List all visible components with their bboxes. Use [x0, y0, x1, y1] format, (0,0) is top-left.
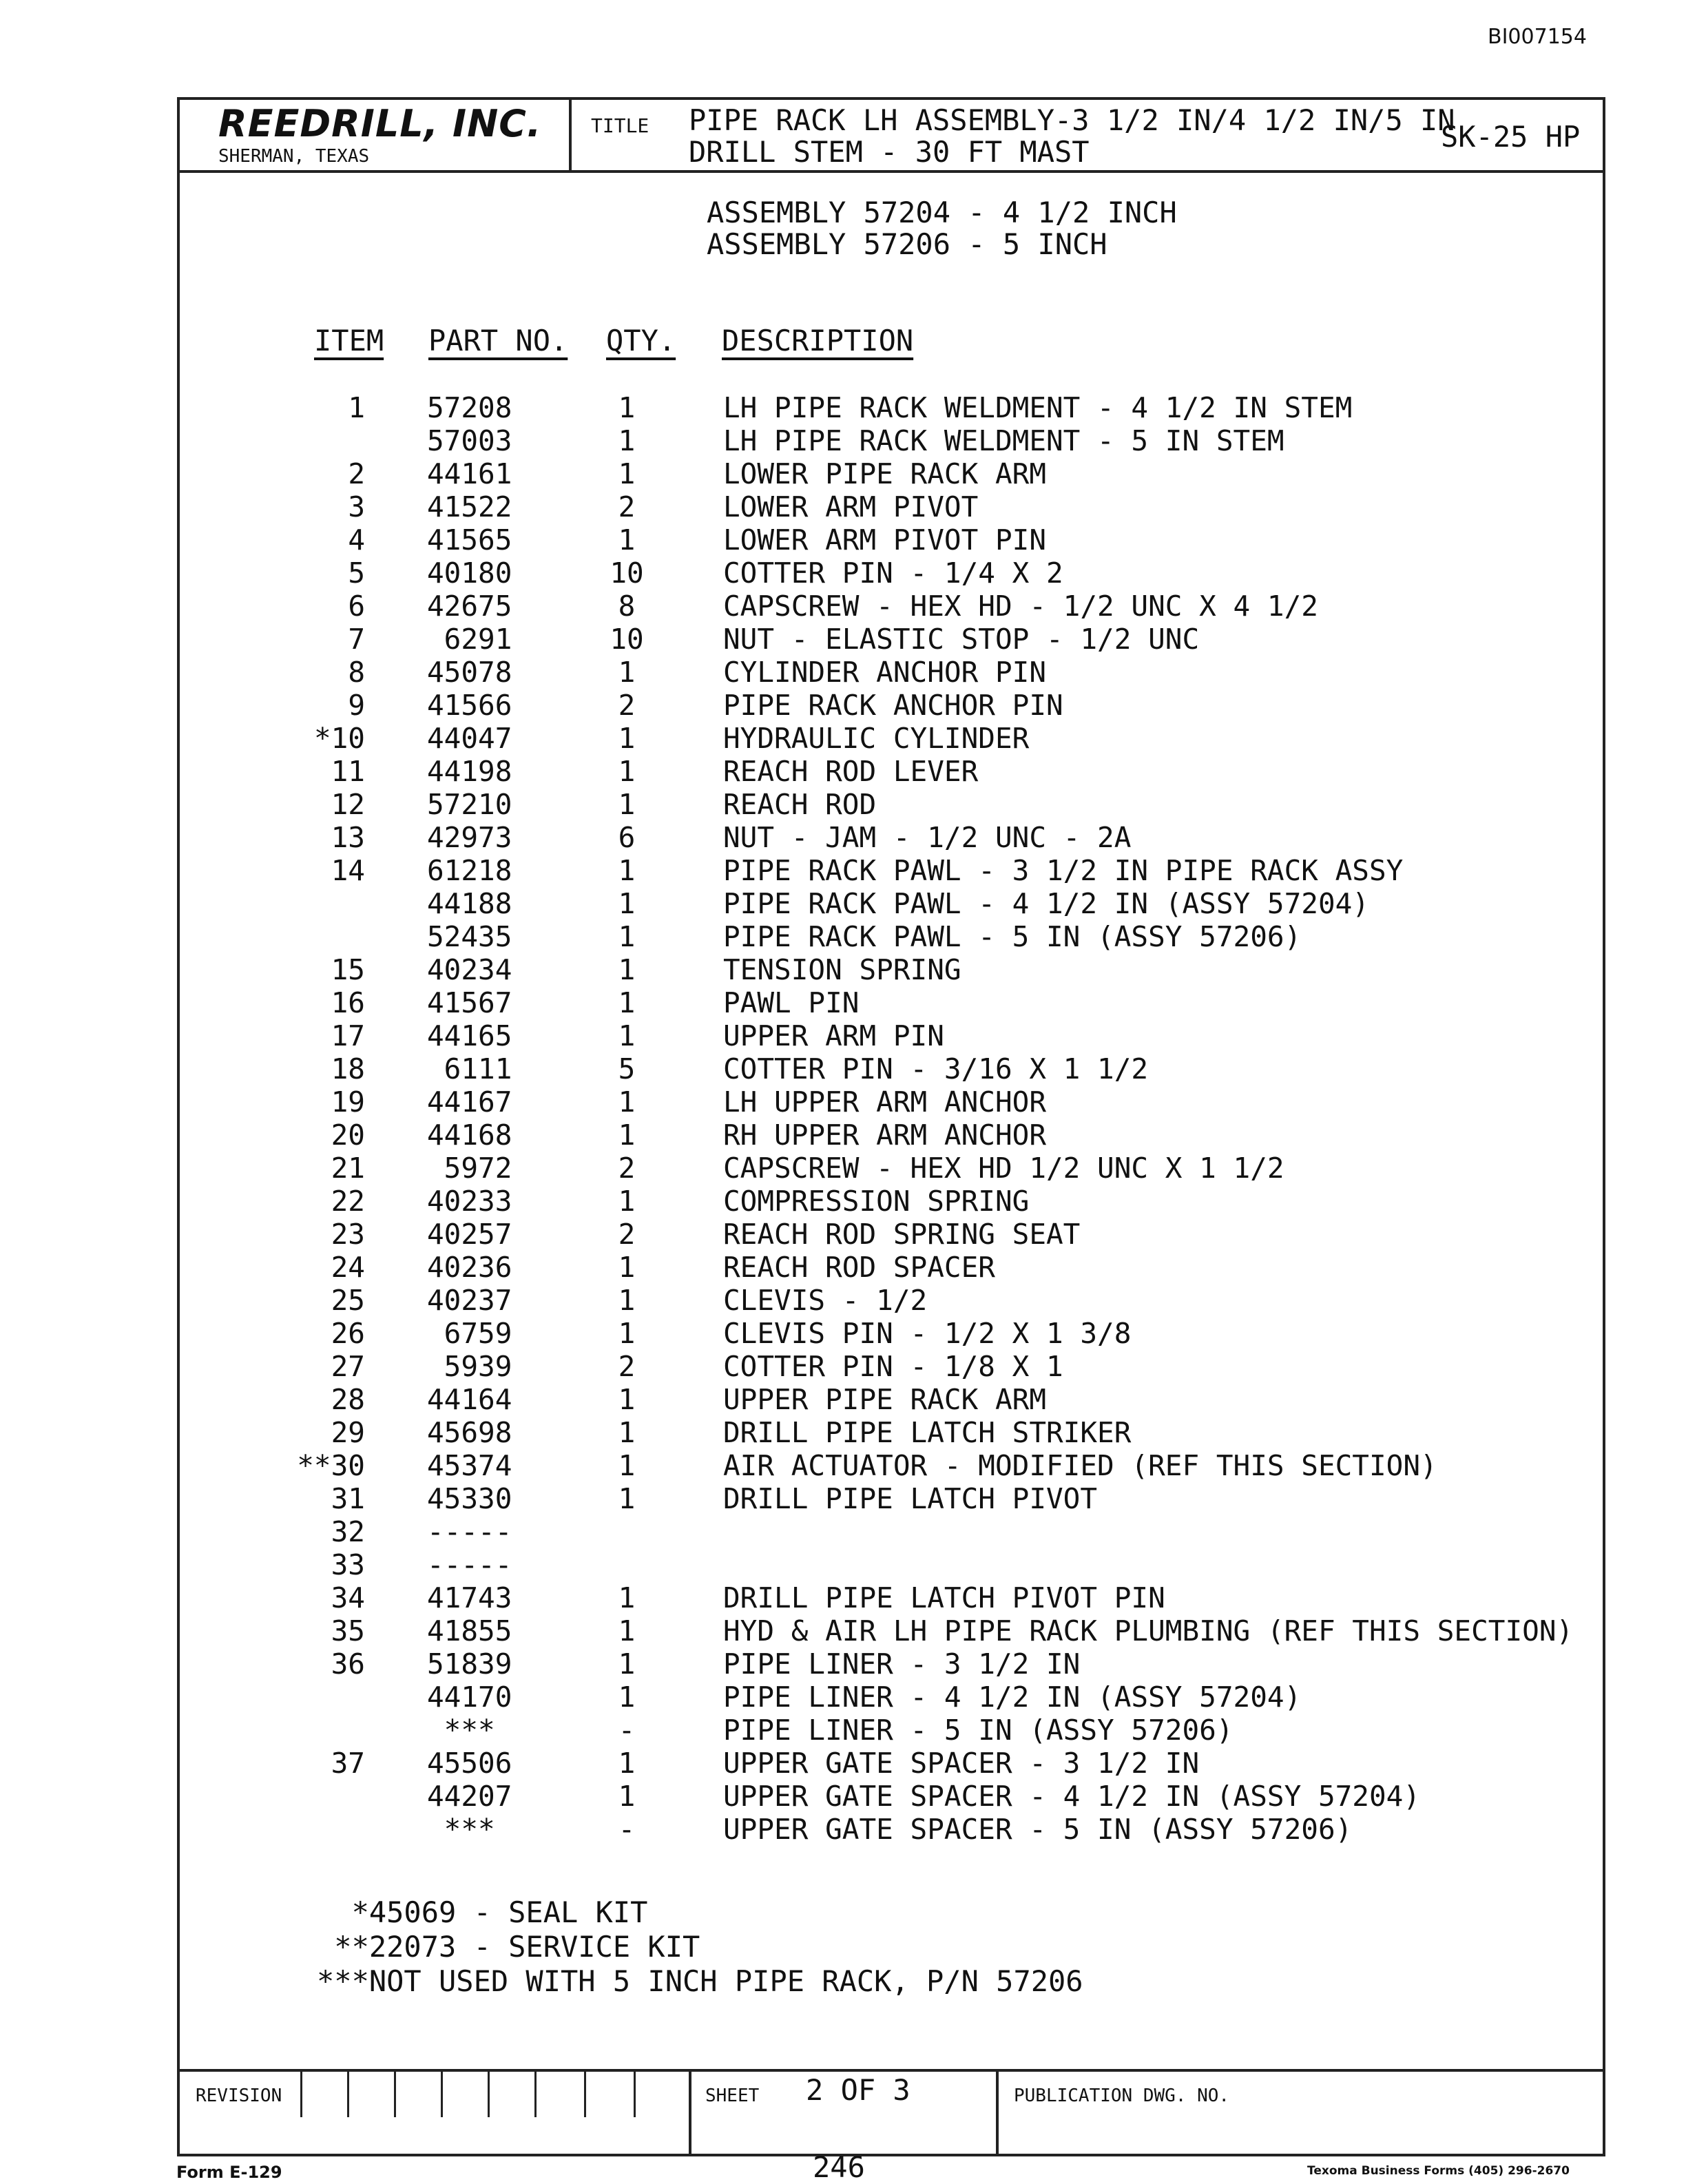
part-description: PIPE RACK PAWL - 5 IN (ASSY 57206)	[723, 920, 1302, 953]
part-quantity: -	[618, 1714, 636, 1747]
part-number: 44168	[427, 1119, 512, 1152]
revision-cell-divider	[488, 2070, 490, 2117]
part-description: PAWL PIN	[723, 986, 860, 1019]
part-quantity: 1	[618, 755, 636, 788]
part-item-number: 8	[348, 656, 365, 689]
part-item-number: 3	[348, 490, 365, 523]
part-description: CAPSCREW - HEX HD - 1/2 UNC X 4 1/2	[723, 590, 1318, 623]
part-item-number	[275, 1813, 365, 1846]
part-number: ***	[427, 1813, 495, 1846]
part-item-number: 35	[331, 1614, 365, 1647]
part-item-number: 2	[348, 457, 365, 490]
part-quantity: 1	[618, 1482, 636, 1515]
part-number: 45698	[427, 1416, 512, 1449]
part-description: PIPE RACK PAWL - 4 1/2 IN (ASSY 57204)	[723, 887, 1369, 920]
part-quantity: 1	[618, 1780, 636, 1813]
part-quantity: 1	[618, 1747, 636, 1780]
part-description: LOWER ARM PIVOT	[723, 490, 979, 523]
part-quantity: 5	[618, 1052, 636, 1085]
part-description: COTTER PIN - 1/8 X 1	[723, 1350, 1063, 1383]
part-description: LH PIPE RACK WELDMENT - 4 1/2 IN STEM	[723, 391, 1353, 424]
part-description: REACH ROD SPRING SEAT	[723, 1218, 1081, 1251]
part-description: COMPRESSION SPRING	[723, 1185, 1030, 1218]
part-description: UPPER ARM PIN	[723, 1019, 944, 1052]
part-number: 57208	[427, 391, 512, 424]
part-number: 40237	[427, 1284, 512, 1317]
part-number: 44164	[427, 1383, 512, 1416]
part-description: REACH ROD	[723, 788, 877, 821]
part-number: 40233	[427, 1185, 512, 1218]
part-item-number: 34	[331, 1581, 365, 1614]
part-description: PIPE RACK ANCHOR PIN	[723, 689, 1063, 722]
part-quantity: 10	[610, 623, 644, 656]
part-number: 44047	[427, 722, 512, 755]
part-quantity: 2	[618, 490, 636, 523]
part-quantity: 6	[618, 821, 636, 854]
part-number: 40257	[427, 1218, 512, 1251]
col-header-description: DESCRIPTION	[722, 324, 914, 357]
part-number: 44161	[427, 457, 512, 490]
part-item-number: 11	[331, 755, 365, 788]
part-item-number: 26	[331, 1317, 365, 1350]
part-quantity: 1	[618, 1119, 636, 1152]
part-quantity: 1	[618, 424, 636, 457]
part-number: 41565	[427, 523, 512, 557]
sheet-number: 2 OF 3	[806, 2073, 910, 2107]
col-header-qty: QTY.	[606, 324, 676, 357]
part-quantity: 10	[610, 557, 644, 590]
revision-cell-divider	[300, 2070, 302, 2117]
title-line-1: PIPE RACK LH ASSEMBLY-3 1/2 IN/4 1/2 IN/5 IN	[689, 103, 1455, 137]
part-number: 40234	[427, 953, 512, 986]
revision-cell-divider	[347, 2070, 349, 2117]
assembly-line-1: ASSEMBLY 57204 - 4 1/2 INCH	[707, 196, 1177, 229]
part-item-number: 19	[331, 1085, 365, 1119]
part-number: 45374	[427, 1449, 512, 1482]
part-quantity: -	[618, 1813, 636, 1846]
part-quantity: 1	[618, 1647, 636, 1681]
part-number: 44198	[427, 755, 512, 788]
part-item-number: 17	[331, 1019, 365, 1052]
part-quantity	[606, 1515, 647, 1548]
part-item-number	[275, 887, 365, 920]
publication-dwg-label: PUBLICATION DWG. NO.	[1014, 2086, 1230, 2106]
col-header-part-no: PART NO.	[428, 324, 568, 357]
revision-cell-divider	[534, 2070, 537, 2117]
part-item-number: 29	[331, 1416, 365, 1449]
part-number: 44188	[427, 887, 512, 920]
part-description: LH UPPER ARM ANCHOR	[723, 1085, 1046, 1119]
part-number: 40236	[427, 1251, 512, 1284]
part-description: PIPE LINER - 4 1/2 IN (ASSY 57204)	[723, 1681, 1302, 1714]
part-description: PIPE RACK PAWL - 3 1/2 IN PIPE RACK ASSY	[723, 854, 1404, 887]
part-item-number	[275, 1714, 365, 1747]
title-line-2: DRILL STEM - 30 FT MAST	[689, 135, 1090, 169]
title-label: TITLE	[591, 114, 649, 137]
part-quantity: 2	[618, 1350, 636, 1383]
part-description: PIPE LINER - 3 1/2 IN	[723, 1647, 1081, 1681]
part-number: 42973	[427, 821, 512, 854]
part-number: 44167	[427, 1085, 512, 1119]
part-description: UPPER GATE SPACER - 4 1/2 IN (ASSY 57204)	[723, 1780, 1421, 1813]
part-quantity: 1	[618, 1085, 636, 1119]
part-number: 6291	[427, 623, 512, 656]
part-number: 41567	[427, 986, 512, 1019]
part-description: DRILL PIPE LATCH STRIKER	[723, 1416, 1132, 1449]
part-item-number: 12	[331, 788, 365, 821]
part-item-number: 25	[331, 1284, 365, 1317]
part-description: NUT - JAM - 1/2 UNC - 2A	[723, 821, 1132, 854]
part-number: 41522	[427, 490, 512, 523]
part-quantity: 1	[618, 788, 636, 821]
sheet-label: SHEET	[705, 2086, 760, 2106]
part-description: RH UPPER ARM ANCHOR	[723, 1119, 1046, 1152]
revision-label: REVISION	[196, 2086, 282, 2106]
part-number: 41855	[427, 1614, 512, 1647]
part-quantity: 1	[618, 1581, 636, 1614]
part-description: CAPSCREW - HEX HD 1/2 UNC X 1 1/2	[723, 1152, 1284, 1185]
part-description: UPPER GATE SPACER - 3 1/2 IN	[723, 1747, 1200, 1780]
form-number: Form E-129	[176, 2163, 282, 2182]
part-item-number: 13	[331, 821, 365, 854]
part-description: TENSION SPRING	[723, 953, 961, 986]
part-item-number	[275, 920, 365, 953]
part-quantity: 1	[618, 1251, 636, 1284]
part-quantity: 1	[618, 457, 636, 490]
part-description: LOWER PIPE RACK ARM	[723, 457, 1046, 490]
footnote-service-kit: **22073 - SERVICE KIT	[317, 1930, 700, 1964]
part-quantity: 1	[618, 920, 636, 953]
part-item-number: 31	[331, 1482, 365, 1515]
part-item-number: 23	[331, 1218, 365, 1251]
part-quantity: 1	[618, 1019, 636, 1052]
part-description: LOWER ARM PIVOT PIN	[723, 523, 1046, 557]
footnote-seal-kit: *45069 - SEAL KIT	[317, 1895, 648, 1929]
part-description: CYLINDER ANCHOR PIN	[723, 656, 1046, 689]
part-item-number: 32	[331, 1515, 365, 1548]
model-number: SK-25 HP	[1441, 120, 1581, 154]
part-description: NUT - ELASTIC STOP - 1/2 UNC	[723, 623, 1200, 656]
part-number: 44165	[427, 1019, 512, 1052]
document-id: BI007154	[1488, 25, 1587, 49]
part-quantity	[606, 1548, 647, 1581]
part-number: 6111	[427, 1052, 512, 1085]
part-item-number: 33	[331, 1548, 365, 1581]
part-description: PIPE LINER - 5 IN (ASSY 57206)	[723, 1714, 1234, 1747]
part-quantity: 1	[618, 1614, 636, 1647]
part-item-number: 4	[348, 523, 365, 557]
revision-cell-divider	[584, 2070, 586, 2117]
part-number: 42675	[427, 590, 512, 623]
part-description: CLEVIS - 1/2	[723, 1284, 928, 1317]
part-item-number: 6	[348, 590, 365, 623]
part-item-number: 5	[348, 557, 365, 590]
part-number: 45330	[427, 1482, 512, 1515]
part-item-number	[275, 424, 365, 457]
part-number: 40180	[427, 557, 512, 590]
footnote-not-used: ***NOT USED WITH 5 INCH PIPE RACK, P/N 57206	[317, 1964, 1083, 1998]
part-item-number: 20	[331, 1119, 365, 1152]
part-item-number: *10	[313, 722, 365, 755]
printer-credit: Texoma Business Forms (405) 296-2670	[1307, 2164, 1570, 2178]
part-item-number: 22	[331, 1185, 365, 1218]
part-item-number: 36	[331, 1647, 365, 1681]
part-number: 51839	[427, 1647, 512, 1681]
part-description: REACH ROD SPACER	[723, 1251, 995, 1284]
part-quantity: 1	[618, 887, 636, 920]
part-description: COTTER PIN - 1/4 X 2	[723, 557, 1063, 590]
page-number: 246	[813, 2150, 865, 2184]
part-description: CLEVIS PIN - 1/2 X 1 3/8	[723, 1317, 1132, 1350]
footer-divider	[177, 2069, 1605, 2072]
part-quantity: 1	[618, 1681, 636, 1714]
part-number: 61218	[427, 854, 512, 887]
part-description: DRILL PIPE LATCH PIVOT	[723, 1482, 1098, 1515]
part-item-number: 27	[331, 1350, 365, 1383]
part-item-number: 21	[331, 1152, 365, 1185]
part-number: 45506	[427, 1747, 512, 1780]
part-number: 44207	[427, 1780, 512, 1813]
part-description: COTTER PIN - 3/16 X 1 1/2	[723, 1052, 1149, 1085]
part-item-number: 15	[331, 953, 365, 986]
part-description: LH PIPE RACK WELDMENT - 5 IN STEM	[723, 424, 1284, 457]
part-quantity: 1	[618, 722, 636, 755]
part-item-number: 37	[331, 1747, 365, 1780]
part-quantity: 1	[618, 1449, 636, 1482]
part-description: REACH ROD LEVER	[723, 755, 979, 788]
part-quantity: 1	[618, 1185, 636, 1218]
part-quantity: 8	[618, 590, 636, 623]
part-item-number: 24	[331, 1251, 365, 1284]
part-quantity: 1	[618, 986, 636, 1019]
part-quantity: 2	[618, 689, 636, 722]
part-description: UPPER GATE SPACER - 5 IN (ASSY 57206)	[723, 1813, 1353, 1846]
revision-cell-divider	[441, 2070, 443, 2117]
header-vline-company	[569, 97, 572, 171]
part-number: 41743	[427, 1581, 512, 1614]
part-quantity: 2	[618, 1152, 636, 1185]
part-description: DRILL PIPE LATCH PIVOT PIN	[723, 1581, 1165, 1614]
header-divider	[177, 170, 1605, 173]
part-description: HYD & AIR LH PIPE RACK PLUMBING (REF THIS SECTION)	[723, 1614, 1574, 1647]
part-item-number	[275, 1780, 365, 1813]
revision-cell-divider	[634, 2070, 636, 2117]
part-number: 44170	[427, 1681, 512, 1714]
part-number: 6759	[427, 1317, 512, 1350]
part-item-number: 18	[331, 1052, 365, 1085]
part-quantity: 1	[618, 953, 636, 986]
part-number: 5972	[427, 1152, 512, 1185]
footer-vline-sheet	[689, 2069, 691, 2156]
part-description: AIR ACTUATOR - MODIFIED (REF THIS SECTION)	[723, 1449, 1437, 1482]
company-city: SHERMAN, TEXAS	[218, 146, 370, 167]
part-number: -----	[427, 1548, 512, 1581]
part-quantity: 1	[618, 1284, 636, 1317]
part-quantity: 1	[618, 656, 636, 689]
part-number: 41566	[427, 689, 512, 722]
part-item-number: 14	[331, 854, 365, 887]
part-item-number: **30	[297, 1449, 365, 1482]
part-quantity: 1	[618, 523, 636, 557]
part-quantity: 1	[618, 1317, 636, 1350]
part-description: UPPER PIPE RACK ARM	[723, 1383, 1046, 1416]
part-quantity: 1	[618, 1416, 636, 1449]
part-quantity: 1	[618, 391, 636, 424]
col-header-item: ITEM	[314, 324, 384, 357]
part-quantity: 2	[618, 1218, 636, 1251]
part-number: -----	[427, 1515, 512, 1548]
part-number: 57210	[427, 788, 512, 821]
part-quantity: 1	[618, 1383, 636, 1416]
part-number: 5939	[427, 1350, 512, 1383]
part-number: 57003	[427, 424, 512, 457]
part-item-number: 1	[348, 391, 365, 424]
part-number: ***	[427, 1714, 495, 1747]
part-item-number: 7	[348, 623, 365, 656]
part-description: HYDRAULIC CYLINDER	[723, 722, 1030, 755]
part-number: 45078	[427, 656, 512, 689]
part-quantity: 1	[618, 854, 636, 887]
part-item-number: 9	[348, 689, 365, 722]
part-item-number: 16	[331, 986, 365, 1019]
part-item-number	[275, 1681, 365, 1714]
revision-cell-divider	[394, 2070, 396, 2117]
company-name: REEDRILL, INC.	[218, 102, 542, 145]
part-item-number: 28	[331, 1383, 365, 1416]
assembly-line-2: ASSEMBLY 57206 - 5 INCH	[707, 227, 1107, 261]
footer-vline-pub	[996, 2069, 999, 2156]
part-number: 52435	[427, 920, 512, 953]
